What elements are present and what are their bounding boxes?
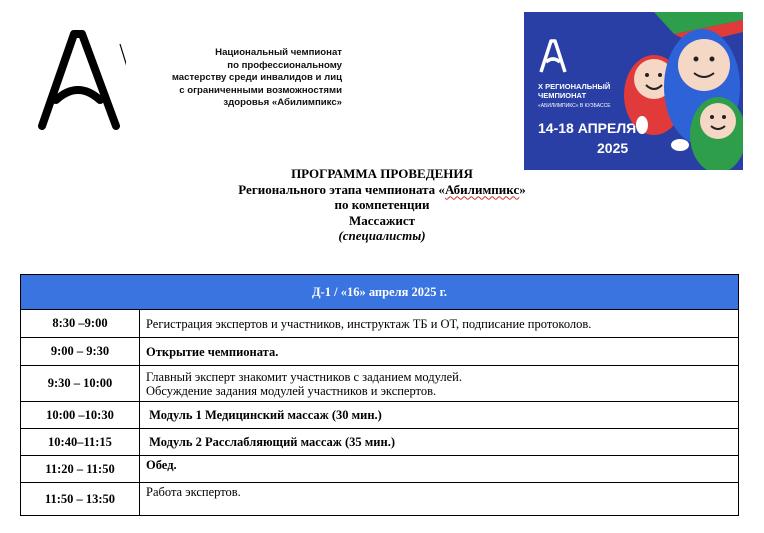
logo-caption-line: мастерству среди инвалидов и лиц — [171, 72, 342, 83]
table-row — [21, 483, 739, 516]
row-time: 10:00 –10:30 — [21, 402, 140, 429]
row-description-line: Регистрация экспертов и участников, инструктаж ТБ и ОТ, подписание протоколов. — [146, 316, 592, 331]
banner-title-line: ЧЕМПИОНАТ — [538, 91, 587, 100]
row-time: 11:20 – 11:50 — [21, 456, 140, 483]
banner-a-logo-icon — [538, 38, 568, 74]
row-description — [140, 310, 739, 338]
title-stage-suffix: » — [519, 181, 526, 197]
banner-subtitle: «АБИЛИМПИКС» В КУЗБАССЕ — [538, 103, 611, 109]
title-stage-prefix: Регионального этапа чемпионата « — [238, 181, 445, 197]
logo-caption-line: Национальный чемпионат — [215, 47, 342, 58]
abilympics-a-logo-icon — [36, 30, 126, 130]
row-time: 9:30 – 10:00 — [21, 366, 140, 402]
championship-banner — [524, 12, 743, 170]
logo-caption-line: по профессиональному — [227, 59, 342, 71]
banner-title-line: X РЕГИОНАЛЬНЫЙ — [538, 82, 611, 91]
row-description — [140, 338, 739, 366]
title-line-program: ПРОГРАММА ПРОВЕДЕНИЯ — [291, 166, 473, 181]
row-description — [140, 429, 739, 456]
table-row — [21, 366, 739, 402]
row-description-line: Открытие чемпионата. — [146, 344, 279, 359]
title-stage-word: Абилимпикс — [444, 181, 520, 197]
document-title — [0, 166, 764, 244]
title-line-category: (специалисты) — [338, 228, 426, 243]
row-description — [140, 366, 739, 402]
logo-caption-line: здоровья «Абилимпикс» — [223, 97, 342, 108]
banner-year: 2025 — [597, 140, 629, 156]
row-time: 11:50 – 13:50 — [21, 483, 140, 516]
banner-dates: 14-18 АПРЕЛЯ — [538, 120, 637, 136]
mascot-dolls-illustration — [622, 17, 743, 170]
day-header-row — [21, 275, 739, 310]
logo-caption-line: с ограниченными возможностями — [179, 84, 342, 96]
title-line-stage — [0, 182, 764, 198]
day-header: Д-1 / «16» апреля 2025 г. — [21, 275, 739, 310]
table-row — [21, 402, 739, 429]
row-description — [140, 483, 739, 516]
row-time: 10:40–11:15 — [21, 429, 140, 456]
logo-caption — [132, 47, 342, 110]
table-row — [21, 456, 739, 483]
row-description-line: Работа экспертов. — [146, 485, 241, 499]
table-row — [21, 429, 739, 456]
schedule-table — [20, 274, 739, 516]
row-description — [140, 456, 739, 483]
table-row — [21, 310, 739, 338]
row-description-line: Главный эксперт знакомит участников с заданием модулей. — [146, 369, 462, 384]
title-line-competence-label: по компетенции — [334, 197, 430, 212]
title-line-competence: Массажист — [348, 212, 416, 228]
row-description-line: Обсуждение задания модулей участников и экспертов. — [146, 383, 437, 398]
row-description-line: Модуль 1 Медицинский массаж (30 мин.) — [146, 408, 382, 422]
row-time: 9:00 – 9:30 — [21, 338, 140, 366]
row-description-line: Обед. — [146, 458, 177, 472]
row-description — [140, 402, 739, 429]
row-description-line: Модуль 2 Расслабляющий массаж (35 мин.) — [146, 435, 395, 449]
abilympics-logo — [36, 30, 346, 130]
row-time: 8:30 –9:00 — [21, 310, 140, 338]
table-row — [21, 338, 739, 366]
